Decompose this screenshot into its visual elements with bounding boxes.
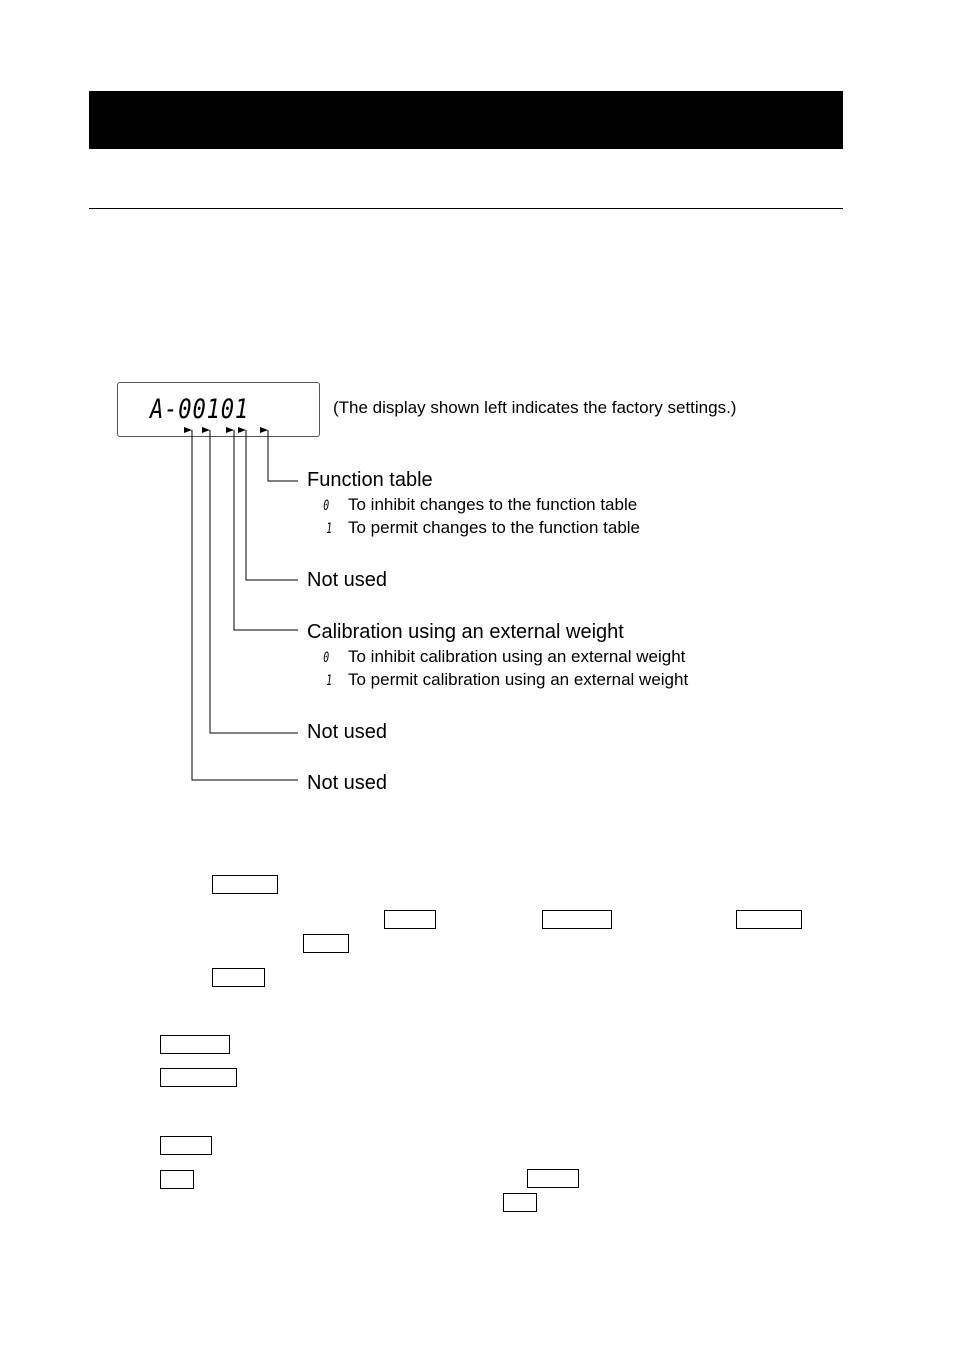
option-row: [325, 518, 333, 538]
option-row: [325, 670, 333, 690]
connector-function-table: [268, 430, 298, 481]
connector-not-used-3: [192, 430, 298, 780]
key-box: [384, 910, 436, 929]
item-title-calibration: Calibration using an external weight: [307, 621, 624, 643]
key-box: [160, 1170, 194, 1189]
key-box: [160, 1136, 212, 1155]
option-digit: 1: [326, 521, 333, 537]
key-box: [160, 1035, 230, 1054]
key-box: [160, 1068, 237, 1087]
option-text: To inhibit calibration using an external weight: [348, 647, 686, 666]
option-digit: 1: [326, 673, 333, 689]
item-title-function-table: Function table: [307, 469, 433, 491]
item-title-not-used: Not used: [307, 721, 388, 743]
option-row: [322, 647, 330, 667]
item-title-not-used: Not used: [307, 569, 388, 591]
option-digit: 0: [323, 498, 330, 514]
connector-not-used-1: [246, 430, 298, 580]
connector-calibration: [234, 430, 298, 630]
option-text: To inhibit changes to the function table: [348, 495, 638, 514]
option-row: [322, 495, 330, 515]
key-box: [212, 968, 265, 987]
item-title-not-used: Not used: [307, 772, 388, 794]
key-box: [303, 934, 349, 953]
option-text: To permit changes to the function table: [348, 518, 641, 537]
key-box: [503, 1193, 537, 1212]
connector-not-used-2: [210, 430, 298, 733]
key-box: [527, 1169, 579, 1188]
key-box: [212, 875, 278, 894]
option-digit: 0: [323, 650, 330, 666]
key-box: [542, 910, 612, 929]
display-note: (The display shown left indicates the factory settings.): [333, 398, 737, 417]
key-box: [736, 910, 802, 929]
display-readout: A-00101: [150, 394, 250, 425]
option-text: To permit calibration using an external weight: [348, 670, 689, 689]
